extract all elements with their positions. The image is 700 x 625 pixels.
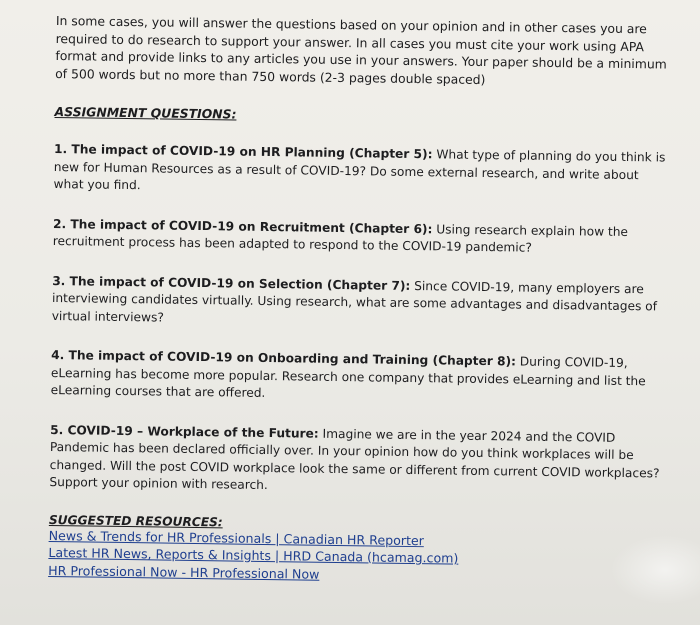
- question-5-lead: 5. COVID-19 – Workplace of the Future:: [50, 422, 319, 441]
- document-content: [48, 12, 668, 587]
- question-1-body: What type of planning do you think is new for Human Resources as a result of COVID-19? Do some external research, and write about what you find.: [53, 147, 666, 193]
- question-4-body: During COVID-19, eLearning has become more popular. Research one company that provides eLearning and list the eLearning courses that are offered.: [50, 354, 646, 400]
- assignment-questions-heading: ASSIGNMENT QUESTIONS:: [54, 103, 237, 122]
- question-5-body: Imagine we are in the year 2024 and the COVID Pandemic has been declared officially over. In your opinion how do you think workplaces will be changed. Will the post COVID workplace look the same or different from current COVID workplaces? Support your opinion with research.: [49, 426, 660, 493]
- question-2-lead: 2. The impact of COVID-19 on Recruitment (Chapter 6):: [52, 216, 433, 236]
- question-5: [49, 421, 662, 500]
- question-2: [53, 215, 665, 259]
- question-1-lead: 1. The impact of COVID-19 on HR Planning (Chapter 5):: [53, 141, 433, 162]
- question-3-body: Since COVID-19, many employers are interviewing candidates virtually. Using research, what are some advantages and disadvantages of virtual interviews?: [51, 278, 658, 325]
- question-4: [51, 347, 664, 408]
- resource-link-canadian-hr-reporter[interactable]: News & Trends for HR Professionals | Canadian HR Reporter: [48, 527, 425, 548]
- question-3-lead: 3. The impact of COVID-19 on Selection (Chapter 7):: [52, 273, 411, 293]
- question-4-lead: 4. The impact of COVID-19 on Onboarding and Training (Chapter 8):: [51, 347, 517, 369]
- resource-link-hr-professional-now[interactable]: HR Professional Now - HR Professional Now: [48, 562, 320, 582]
- question-1: [53, 141, 666, 202]
- intro-paragraph: In some cases, you will answer the questions based on your opinion and in other cases you are required to do research to support your answer. In all cases you must cite your work using APA format and provide links to any articles you use in your answers. Your paper should be a minimum of 500 words but no more than 750 words (2-3 pages double spaced): [55, 12, 667, 87]
- suggested-resources-heading: SUGGESTED RESOURCES:: [48, 512, 223, 529]
- question-2-body: Using research explain how the recruitment process has been adapted to respond to the COVID-19 pandemic?: [52, 221, 629, 255]
- question-3: [52, 272, 665, 333]
- resource-link-hrd-canada[interactable]: Latest HR News, Reports & Insights | HRD Canada (hcamag.com): [48, 544, 459, 566]
